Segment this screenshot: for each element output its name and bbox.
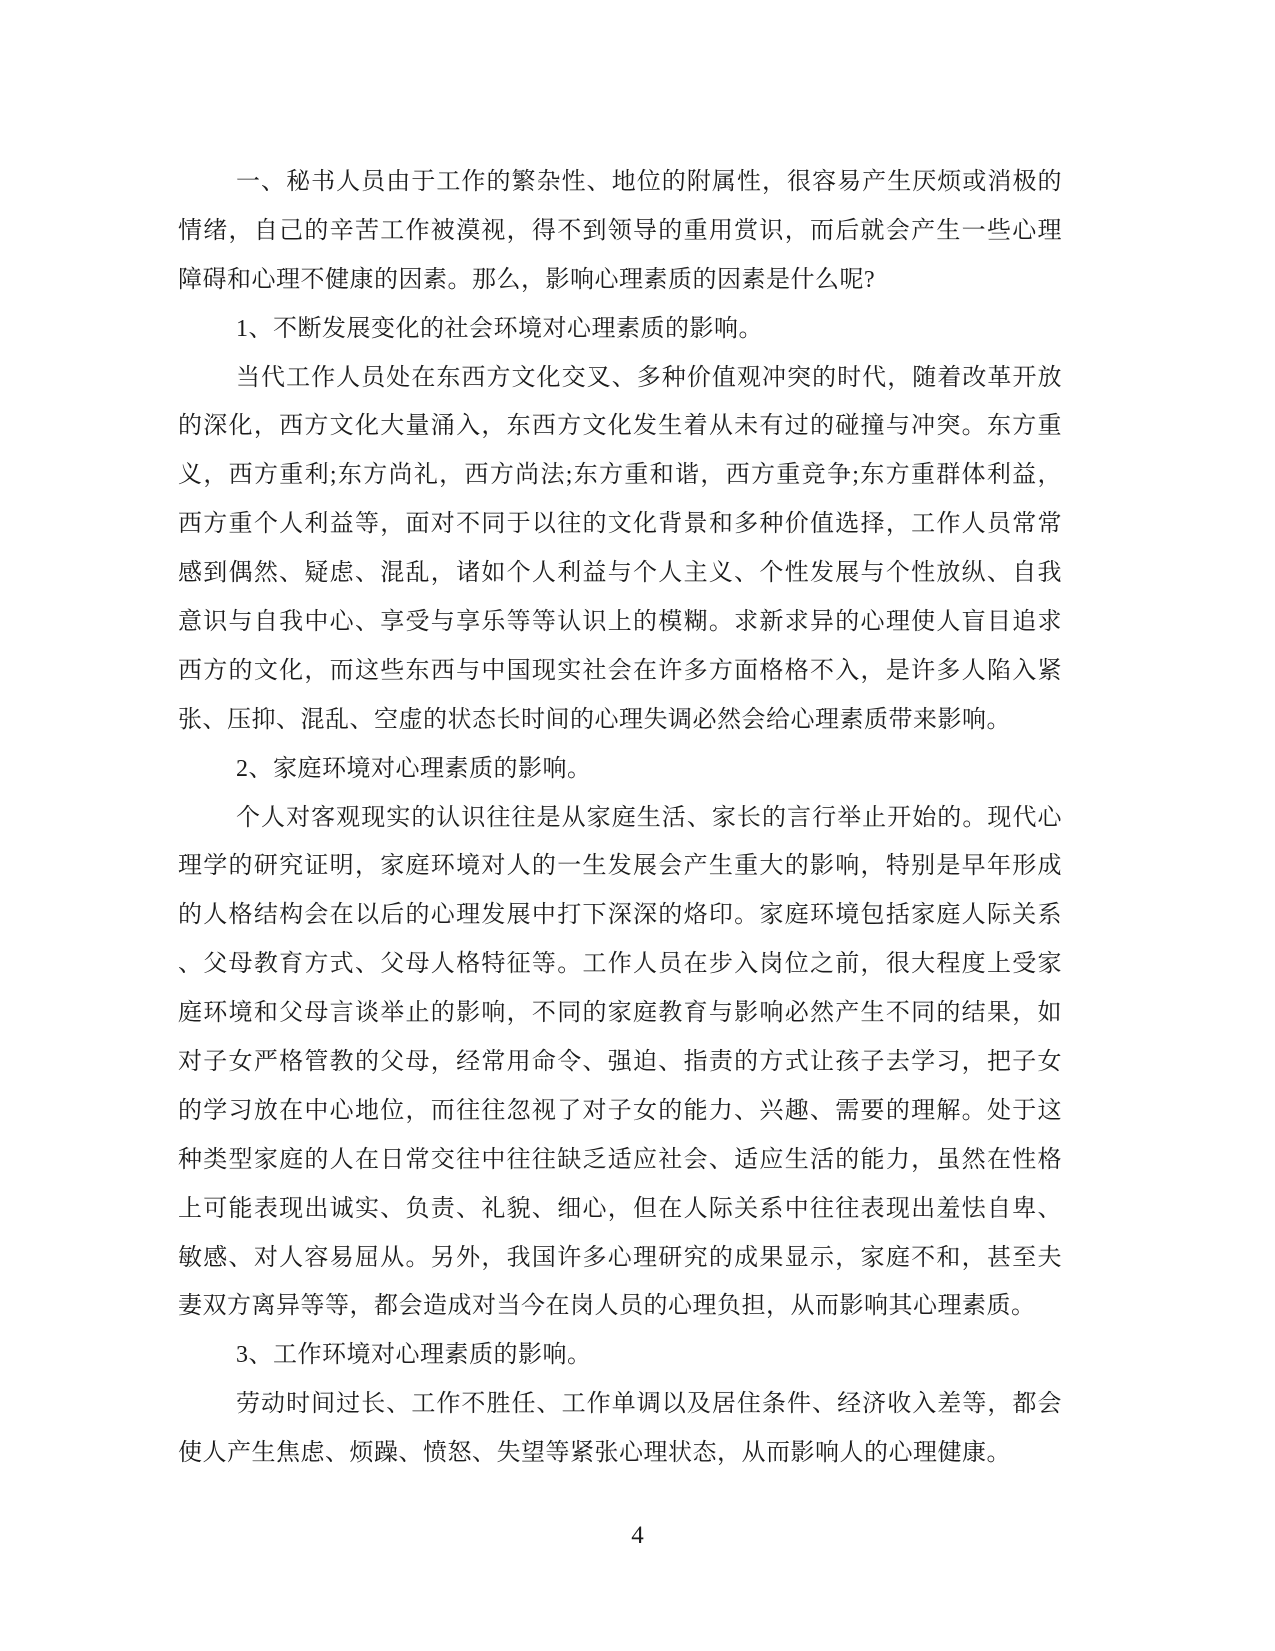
text-line: 当代工作人员处在东西方文化交叉、多种价值观冲突的时代，随着改革开放 xyxy=(236,364,1062,391)
text-line: 感到偶然、疑虑、混乱，诸如个人利益与个人主义、个性发展与个性放纵、自我 xyxy=(178,560,1062,587)
text-line: 1、不断发展变化的社会环境对心理素质的影响。 xyxy=(236,315,763,342)
paragraph xyxy=(178,1331,1062,1380)
text-line: 理学的研究证明，家庭环境对人的一生发展会产生重大的影响，特别是早年形成 xyxy=(178,853,1062,880)
text-line: 种类型家庭的人在日常交往中往往缺乏适应社会、适应生活的能力，虽然在性格 xyxy=(178,1146,1062,1173)
text-line: 西方的文化，而这些东西与中国现实社会在许多方面格格不入，是许多人陷入紧 xyxy=(178,657,1062,684)
paragraph xyxy=(178,305,1062,354)
text-line: 意识与自我中心、享受与享乐等等认识上的模糊。求新求异的心理使人盲目追求 xyxy=(178,609,1062,636)
text-line: 义，西方重利;东方尚礼，西方尚法;东方重和谐，西方重竞争;东方重群体利益， xyxy=(178,462,1062,489)
text-line: 张、压抑、混乱、空虚的状态长时间的心理失调必然会给心理素质带来影响。 xyxy=(178,706,1011,733)
paragraph xyxy=(178,794,1062,1332)
text-body xyxy=(178,158,1062,1478)
text-line: 3、工作环境对心理素质的影响。 xyxy=(236,1342,592,1369)
paragraph xyxy=(178,1380,1062,1478)
text-line: 上可能表现出诚实、负责、礼貌、细心，但在人际关系中往往表现出羞怯自卑、 xyxy=(178,1195,1062,1222)
text-line: 2、家庭环境对心理素质的影响。 xyxy=(236,755,592,782)
text-line: 一、秘书人员由于工作的繁杂性、地位的附属性，很容易产生厌烦或消极的 xyxy=(236,169,1062,195)
text-line: 西方重个人利益等，面对不同于以往的文化背景和多种价值选择，工作人员常常 xyxy=(178,511,1062,538)
paragraph xyxy=(178,745,1062,794)
text-line: 劳动时间过长、工作不胜任、工作单调以及居住条件、经济收入差等，都会 xyxy=(236,1391,1062,1418)
paragraph xyxy=(178,354,1062,745)
text-line: 敏感、对人容易屈从。另外，我国许多心理研究的成果显示，家庭不和，甚至夫 xyxy=(178,1244,1062,1271)
text-line: 个人对客观现实的认识往往是从家庭生活、家长的言行举止开始的。现代心 xyxy=(236,804,1062,831)
text-line: 庭环境和父母言谈举止的影响，不同的家庭教育与影响必然产生不同的结果，如 xyxy=(178,1000,1062,1027)
paragraph xyxy=(178,158,1062,305)
text-line: 的学习放在中心地位，而往往忽视了对子女的能力、兴趣、需要的理解。处于这 xyxy=(178,1097,1062,1124)
text-line: 妻双方离异等等，都会造成对当今在岗人员的心理负担，从而影响其心理素质。 xyxy=(178,1293,1036,1320)
text-line: 的深化，西方文化大量涌入，东西方文化发生着从未有过的碰撞与冲突。东方重 xyxy=(178,413,1062,440)
text-line: 障碍和心理不健康的因素。那么，影响心理素质的因素是什么呢? xyxy=(178,266,876,293)
text-line: 对子女严格管教的父母，经常用命令、强迫、指责的方式让孩子去学习，把子女 xyxy=(178,1049,1062,1076)
text-line: 的人格结构会在以后的心理发展中打下深深的烙印。家庭环境包括家庭人际关系 xyxy=(178,902,1062,929)
text-line: 、父母教育方式、父母人格特征等。工作人员在步入岗位之前，很大程度上受家 xyxy=(178,951,1062,978)
text-line: 情绪，自己的辛苦工作被漠视，得不到领导的重用赏识，而后就会产生一些心理 xyxy=(178,217,1062,244)
page-number: 4 xyxy=(631,1522,644,1549)
text-line: 使人产生焦虑、烦躁、愤怒、失望等紧张心理状态，从而影响人的心理健康。 xyxy=(178,1440,1011,1467)
